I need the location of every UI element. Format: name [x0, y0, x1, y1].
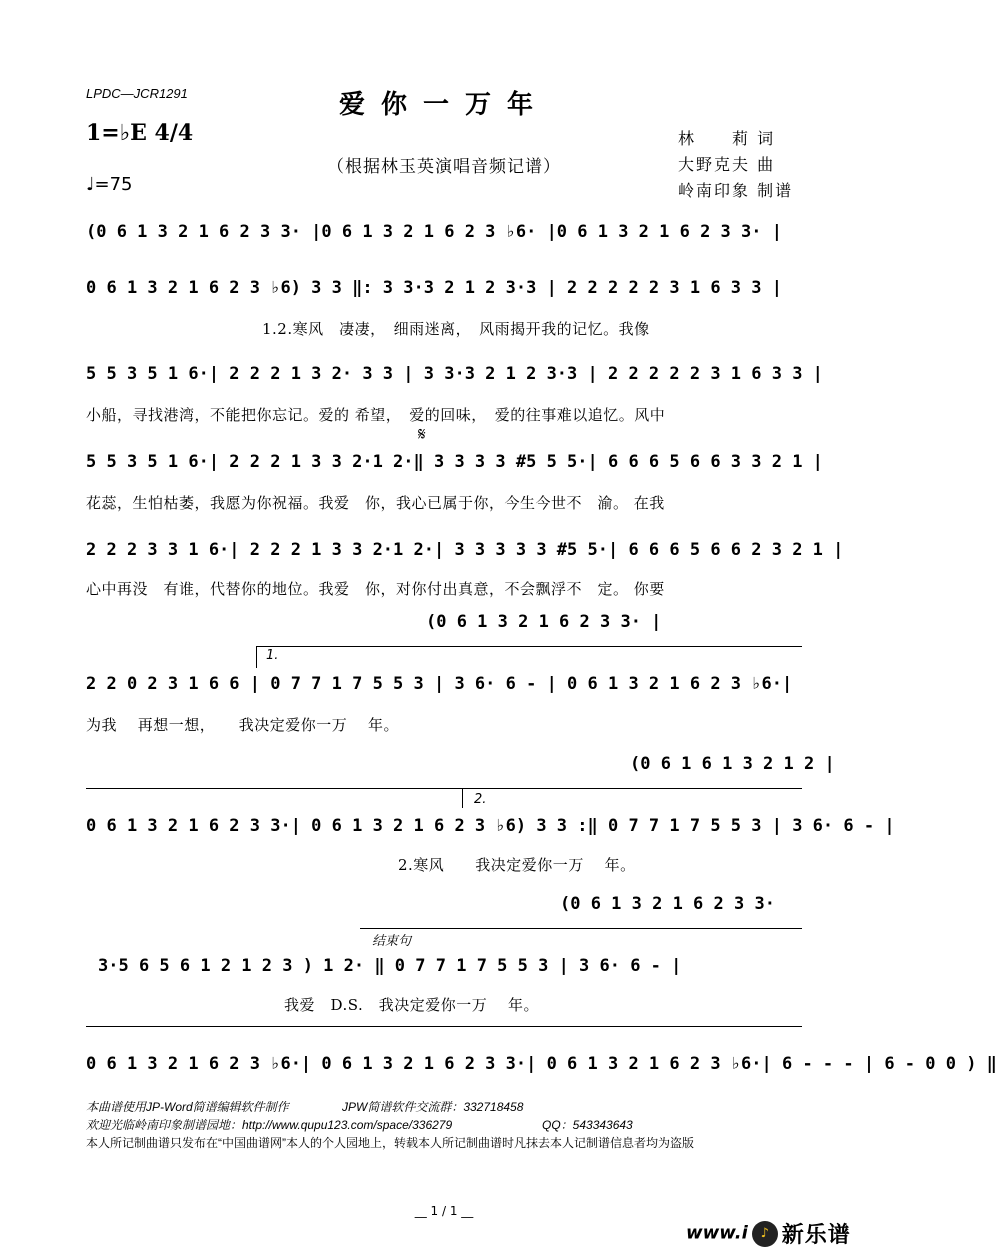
volta-1-bracket [256, 646, 802, 647]
song-subtitle: （根据林玉英演唱音频记谱） [327, 157, 561, 177]
footer-software: 本曲谱使用JP-Word简谱编辑软件制作 [86, 1100, 289, 1114]
tempo-marking: ♩=75 [86, 174, 133, 195]
song-title: 爱你一万年 [338, 90, 549, 120]
upper-staff-line-8 [360, 928, 802, 929]
score-code: LPDC—JCR1291 [86, 86, 188, 101]
volta-2-bracket-left [462, 788, 463, 808]
composer-credit: 大野克夫 曲 [678, 155, 776, 174]
score-line-7-lyrics: 2.寒风 我决定爱你一万 年。 [398, 856, 636, 874]
score-line-7-notes: 0 6 1 3 2 1 6 2 3 3·| 0 6 1 3 2 1 6 2 3 ♭6) 3 3 :‖ 0 7 7 1 7 5 5 3 | 3 6· 6 - | [86, 816, 895, 836]
score-line-3-notes: 5 5 3 5 1 6·| 2 2 2 1 3 2· 3 3 | 3 3·3 2 1 2 3·3 | 2 2 2 2 2 3 1 6 3 3 | [86, 364, 823, 384]
volta-2-label: 2. [474, 792, 487, 807]
footer-notice: 本人所记制曲谱只发布在“中国曲谱网”本人的个人园地上，转载本人所记制曲谱时凡抹去本人记制谱信息者均为盗版 [86, 1136, 694, 1150]
score-line-5-lyrics: 心中再没 有谁，代替你的地位。我爱 你，对你付出真意，不会飘浮不 定。 你要 [86, 580, 665, 598]
score-line-4-lyrics: 花蕊，生怕枯萎，我愿为你祝福。我爱 你，我心已属于你，今生今世不 渝。 在我 [86, 494, 665, 512]
score-line-2-notes: 0 6 1 3 2 1 6 2 3 ♭6) 3 3 ‖: 3 3·3 2 1 2 3·3 | 2 2 2 2 2 3 1 6 3 3 | [86, 278, 782, 298]
score-line-6-notes: 2 2 0 2 3 1 6 6 | 0 7 7 1 7 5 5 3 | 3 6· 6 - | 0 6 1 3 2 1 6 2 3 ♭6·| [86, 674, 793, 694]
score-line-5-notes: 2 2 2 3 3 1 6·| 2 2 2 1 3 3 2·1 2·| 3 3 3 3 3 #5 5·| 6 6 6 5 6 6 2 3 2 1 | [86, 540, 844, 560]
score-line-8-lyrics: 我爱 D.S. 我决定爱你一万 年。 [284, 996, 540, 1014]
segno-mark: 𝄋 [418, 424, 426, 445]
score-line-2-lyrics: 1.2.寒风 凄凄， 细雨迷离， 风雨揭开我的记忆。我像 [262, 320, 650, 338]
arranger-credit: 岭南印象 制谱 [678, 181, 794, 200]
volta-1-label: 1. [266, 648, 279, 663]
key-signature: 1=♭E 4/4 [86, 120, 194, 146]
score-line-6-lyrics: 为我 再想一想， 我决定爱你一万 年。 [86, 716, 400, 734]
score-line-6-upper: (0 6 1 3 2 1 6 2 3 3· | [426, 612, 662, 632]
score-line-9-notes: 0 6 1 3 2 1 6 2 3 ♭6·| 0 6 1 3 2 1 6 2 3 3·| 0 6 1 3 2 1 6 2 3 ♭6·| 6 - - - | 6 - 0 0 ) ‖ [86, 1054, 997, 1074]
score-line-1-notes: (0 6 1 3 2 1 6 2 3 3· |0 6 1 3 2 1 6 2 3 ♭6· |0 6 1 3 2 1 6 2 3 3· | [86, 222, 782, 242]
score-line-8-notes: 3·5 6 5 6 1 2 1 2 3 ) 1 2· ‖ 0 7 7 1 7 5 5 3 | 3 6· 6 - | [98, 956, 682, 976]
upper-staff-line-7 [86, 788, 802, 789]
footer-website: 欢迎光临岭南印象制谱园地：http://www.qupu123.com/space/336279 [86, 1118, 453, 1132]
logo-brand-text: 新乐谱 [781, 1223, 851, 1248]
lyricist-credit: 林 莉 词 [678, 129, 776, 148]
score-line-4-notes: 5 5 3 5 1 6·| 2 2 2 1 3 3 2·1 2·‖ 3 3 3 3 #5 5 5·| 6 6 6 5 6 6 3 3 2 1 | [86, 452, 823, 472]
score-line-3-lyrics: 小船，寻找港湾，不能把你忘记。爱的 希望， 爱的回味， 爱的往事难以追忆。风中 [86, 406, 666, 424]
coda-label: 结束句 [372, 934, 412, 949]
volta-1-bracket-left [256, 646, 257, 668]
score-line-8-upper: (0 6 1 3 2 1 6 2 3 3· [560, 894, 775, 914]
score-line-7-upper: (0 6 1 6 1 3 2 1 2 | [630, 754, 835, 774]
upper-staff-line-9 [86, 1026, 802, 1027]
logo-url-text: www.i [686, 1222, 748, 1244]
page-number: __ 1 / 1 __ [414, 1204, 474, 1218]
footer-qq: QQ：543343643 [542, 1118, 633, 1132]
site-logo[interactable] [686, 1218, 851, 1249]
footer-group: JPW简谱软件交流群：332718458 [342, 1100, 524, 1114]
vinyl-record-icon: ♪ [752, 1221, 778, 1247]
